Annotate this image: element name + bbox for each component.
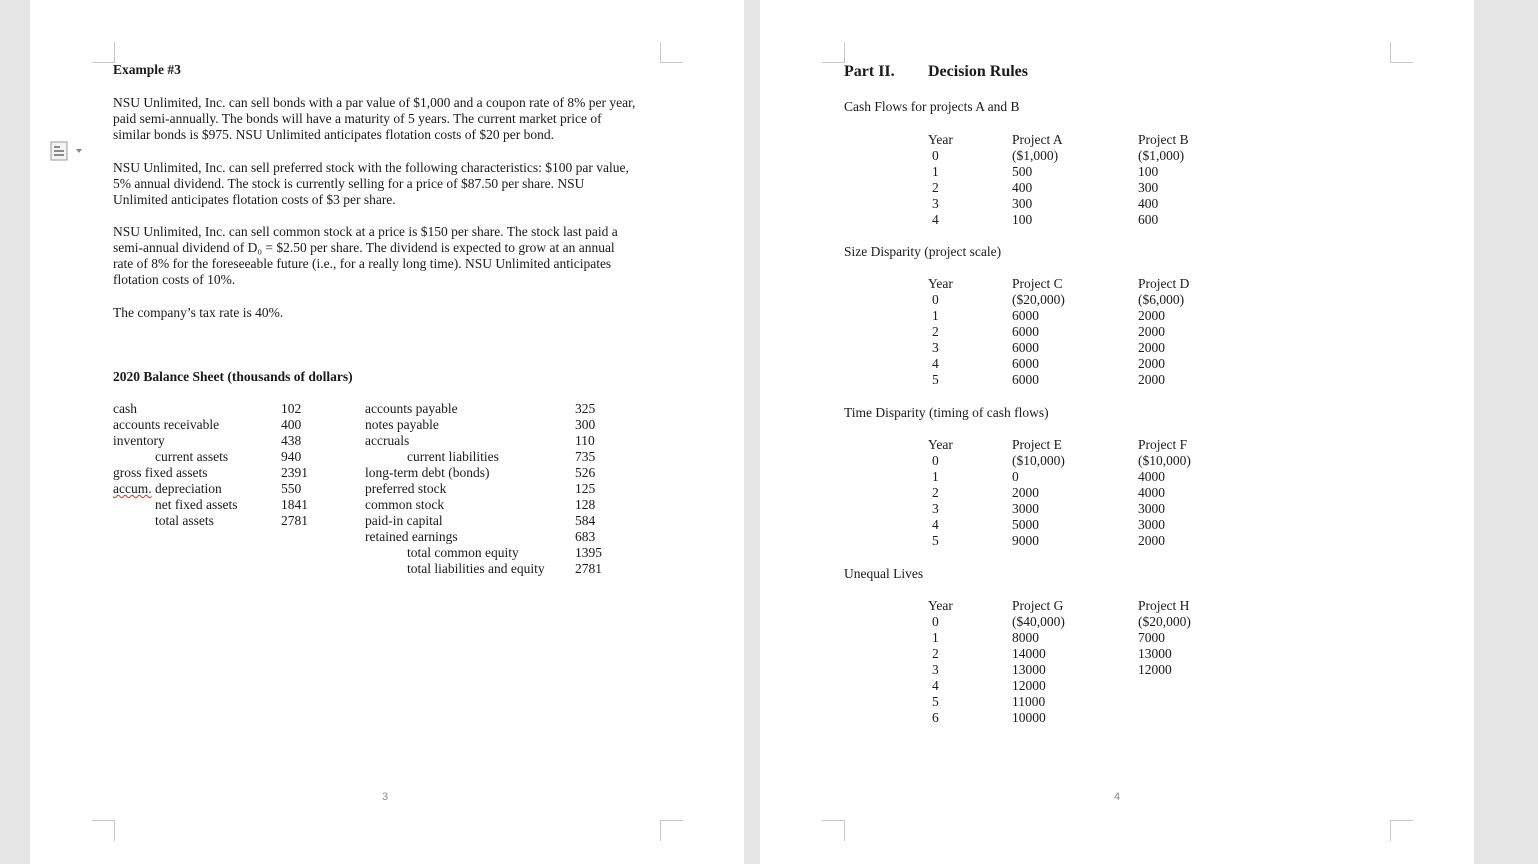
table-cell: 110 — [575, 433, 595, 448]
paragraph-common-line: NSU Unlimited, Inc. can sell common stock at a price is $150 per share. The stock last paid a — [113, 224, 618, 239]
project-g-column — [1012, 598, 1065, 726]
year-cell: 5 — [932, 372, 939, 387]
cash-flow-cell: 4000 — [1138, 469, 1165, 484]
cash-flow-cell: ($40,000) — [1012, 614, 1065, 629]
column-header: Project E — [1012, 437, 1062, 452]
cash-flow-cell: 10000 — [1012, 710, 1046, 725]
table-cell — [113, 481, 237, 497]
year-cell: 4 — [932, 678, 939, 693]
cash-flow-cell: 12000 — [1138, 662, 1172, 677]
year-cell: 0 — [932, 453, 939, 468]
year-column — [928, 598, 953, 726]
column-header: Project C — [1012, 276, 1063, 291]
table-cell: preferred stock — [365, 481, 447, 496]
cash-flow-cell: 6000 — [1012, 372, 1039, 387]
cash-flow-cell: 2000 — [1012, 485, 1039, 500]
year-cell: 1 — [932, 630, 939, 645]
assets-values-column — [281, 401, 308, 529]
year-cell: 6 — [932, 710, 939, 725]
part-label: Part II. — [844, 63, 895, 80]
section-title: Size Disparity (project scale) — [844, 244, 1002, 259]
crop-mark — [660, 820, 683, 841]
assets-labels-column — [113, 401, 237, 529]
column-header: Project H — [1138, 598, 1190, 613]
cash-flow-cell: 2000 — [1138, 533, 1165, 548]
column-header: Project A — [1012, 132, 1063, 147]
example-title: Example #3 — [113, 62, 181, 77]
table-cell: 400 — [281, 417, 302, 432]
cash-flow-cell: ($6,000) — [1138, 292, 1185, 307]
table-cell: 128 — [575, 497, 596, 512]
table-cell: inventory — [113, 433, 165, 448]
table-cell: current assets — [155, 449, 229, 464]
cash-flow-cell: ($1,000) — [1012, 148, 1059, 163]
table-cell: 1841 — [281, 497, 308, 512]
cash-flow-cell: 3000 — [1138, 501, 1165, 516]
liabilities-labels-column — [365, 401, 545, 577]
table-cell: 940 — [281, 449, 302, 464]
year-cell: 0 — [932, 148, 939, 163]
year-cell: 4 — [932, 212, 939, 227]
cash-flow-cell: 600 — [1138, 212, 1159, 227]
cash-flow-cell: ($10,000) — [1012, 453, 1065, 468]
cash-flow-cell: 400 — [1138, 196, 1159, 211]
year-cell: 2 — [932, 324, 939, 339]
table-cell: 526 — [575, 465, 596, 480]
table-cell: 683 — [575, 529, 596, 544]
cash-flow-cell: 2000 — [1138, 372, 1165, 387]
cash-flow-cell: 2000 — [1138, 340, 1165, 355]
cash-flow-cell: 12000 — [1012, 678, 1046, 693]
table-cell: common stock — [365, 497, 445, 512]
cash-flow-cell: 500 — [1012, 164, 1033, 179]
column-header: Year — [928, 132, 953, 147]
project-d-column — [1138, 276, 1189, 388]
year-column — [928, 276, 953, 388]
table-cell: 300 — [575, 417, 596, 432]
table-cell: accounts receivable — [113, 417, 220, 432]
cash-flow-cell: 4000 — [1138, 485, 1165, 500]
document-page-4 — [760, 0, 1474, 864]
project-b-column — [1138, 132, 1189, 228]
cash-flow-cell: 100 — [1012, 212, 1033, 227]
balance-sheet-title: 2020 Balance Sheet (thousands of dollars) — [113, 369, 353, 384]
column-header: Project D — [1138, 276, 1190, 291]
cash-flow-cell: 11000 — [1012, 694, 1046, 709]
table-cell: accruals — [365, 433, 410, 448]
year-cell: 2 — [932, 485, 939, 500]
year-column — [928, 132, 953, 228]
cash-flow-cell: ($20,000) — [1138, 614, 1191, 629]
year-cell: 1 — [932, 164, 939, 179]
year-column — [928, 437, 953, 549]
cash-flow-cell: ($1,000) — [1138, 148, 1185, 163]
column-header: Year — [928, 437, 953, 452]
column-header: Project G — [1012, 598, 1064, 613]
cash-flow-cell: 3000 — [1012, 501, 1039, 516]
paragraph-preferred-line: Unlimited anticipates flotation costs of $3 per share. — [113, 192, 396, 207]
cash-flow-cell: 3000 — [1138, 517, 1165, 532]
cash-flow-cell: 7000 — [1138, 630, 1165, 645]
crop-mark — [1390, 42, 1413, 63]
table-cell: 2781 — [281, 513, 308, 528]
paragraph-bonds-line: paid semi-annually. The bonds will have a maturity of 5 years. The current market price of — [113, 111, 602, 126]
table-cell: net fixed assets — [155, 497, 238, 512]
table-cell: total assets — [155, 513, 214, 528]
paragraph-common-line: rate of 8% for the foreseeable future (i.e., for a really long time). NSU Unlimited anticipates — [113, 256, 612, 271]
year-cell: 3 — [932, 501, 939, 516]
table-cell: total liabilities and equity — [407, 561, 545, 576]
project-c-column — [1012, 276, 1065, 388]
year-cell: 5 — [932, 694, 939, 709]
year-cell: 3 — [932, 340, 939, 355]
project-e-column — [1012, 437, 1065, 549]
crop-mark — [660, 42, 683, 63]
part-title: Decision Rules — [928, 63, 1028, 80]
cash-flow-cell: 6000 — [1012, 324, 1039, 339]
cash-flow-cell: 400 — [1012, 180, 1033, 195]
cash-flow-cell: 8000 — [1012, 630, 1039, 645]
crop-mark — [92, 820, 115, 841]
column-header: Year — [928, 598, 953, 613]
page-number: 4 — [1114, 791, 1121, 803]
year-cell: 0 — [932, 292, 939, 307]
year-cell: 0 — [932, 614, 939, 629]
table-cell: retained earnings — [365, 529, 458, 544]
table-cell: cash — [113, 401, 137, 416]
table-cell: long-term debt (bonds) — [365, 465, 490, 480]
cash-flow-cell: 13000 — [1138, 646, 1172, 661]
cash-flow-cell: 6000 — [1012, 308, 1039, 323]
cash-flow-cell: 100 — [1138, 164, 1159, 179]
table-cell: 550 — [281, 481, 302, 496]
year-cell: 5 — [932, 533, 939, 548]
section-title: Cash Flows for projects A and B — [844, 99, 1020, 114]
cash-flow-cell: 300 — [1012, 196, 1033, 211]
table-cell: 584 — [575, 513, 596, 528]
project-f-column — [1138, 437, 1191, 549]
table-cell-text: accum. depreciation — [113, 481, 222, 496]
year-cell: 2 — [932, 180, 939, 195]
project-a-column — [1012, 132, 1063, 228]
cash-flow-cell: 9000 — [1012, 533, 1039, 548]
paragraph-bonds-line: NSU Unlimited, Inc. can sell bonds with a par value of $1,000 and a coupon rate of 8% per year, — [113, 95, 636, 110]
paragraph-preferred-line: NSU Unlimited, Inc. can sell preferred stock with the following characteristics: $100 par value, — [113, 160, 629, 175]
table-cell: 438 — [281, 433, 302, 448]
year-cell: 4 — [932, 517, 939, 532]
cash-flow-cell: 300 — [1138, 180, 1159, 195]
table-cell: current liabilities — [407, 449, 499, 464]
year-cell: 4 — [932, 356, 939, 371]
year-cell: 3 — [932, 662, 939, 677]
section-title: Unequal Lives — [844, 566, 924, 581]
table-cell: paid-in capital — [365, 513, 443, 528]
project-h-column — [1138, 598, 1191, 678]
cash-flow-cell: 0 — [1012, 469, 1019, 484]
cash-flow-cell: 6000 — [1012, 340, 1039, 355]
paragraph-common-line: flotation costs of 10%. — [113, 272, 236, 287]
paragraph-preferred-line: 5% annual dividend. The stock is currently selling for a price of $87.50 per share. NSU — [113, 176, 585, 191]
page-number: 3 — [382, 791, 389, 803]
column-header: Project B — [1138, 132, 1189, 147]
cash-flow-cell: 5000 — [1012, 517, 1039, 532]
cash-flow-cell: 2000 — [1138, 356, 1165, 371]
table-cell: 1395 — [575, 545, 602, 560]
paragraph-common-line: semi-annual dividend of D₀ = $2.50 per share. The dividend is expected to grow at an annual — [113, 240, 615, 255]
cash-flow-cell: 6000 — [1012, 356, 1039, 371]
table-cell: 735 — [575, 449, 596, 464]
table-cell: accounts payable — [365, 401, 458, 416]
table-cell: notes payable — [365, 417, 439, 432]
document-page-3 — [30, 0, 744, 864]
column-header: Project F — [1138, 437, 1188, 452]
cash-flow-cell: 13000 — [1012, 662, 1046, 677]
cash-flow-cell: 2000 — [1138, 308, 1165, 323]
cash-flow-cell: ($10,000) — [1138, 453, 1191, 468]
year-cell: 1 — [932, 308, 939, 323]
table-cell: 125 — [575, 481, 596, 496]
liabilities-values-column — [575, 401, 602, 577]
table-cell: total common equity — [407, 545, 519, 560]
table-cell: 2781 — [575, 561, 602, 576]
year-cell: 2 — [932, 646, 939, 661]
cash-flow-cell: 14000 — [1012, 646, 1046, 661]
crop-mark — [92, 42, 115, 63]
crop-mark — [822, 42, 845, 63]
crop-mark — [822, 820, 845, 841]
year-cell: 1 — [932, 469, 939, 484]
crop-mark — [1390, 820, 1413, 841]
table-cell: gross fixed assets — [113, 465, 208, 480]
table-cell: 325 — [575, 401, 596, 416]
cash-flow-cell: 2000 — [1138, 324, 1165, 339]
section-title: Time Disparity (timing of cash flows) — [844, 405, 1049, 420]
year-cell: 3 — [932, 196, 939, 211]
layout-options-icon[interactable] — [50, 141, 88, 161]
table-cell: 102 — [281, 401, 302, 416]
table-cell: 2391 — [281, 465, 308, 480]
spellcheck-word[interactable]: accum. — [113, 481, 152, 496]
paragraph-bonds-line: similar bonds is $975. NSU Unlimited anticipates flotation costs of $20 per bond. — [113, 127, 554, 142]
tax-rate-text: The company’s tax rate is 40%. — [113, 305, 284, 320]
cash-flow-cell: ($20,000) — [1012, 292, 1065, 307]
column-header: Year — [928, 276, 953, 291]
